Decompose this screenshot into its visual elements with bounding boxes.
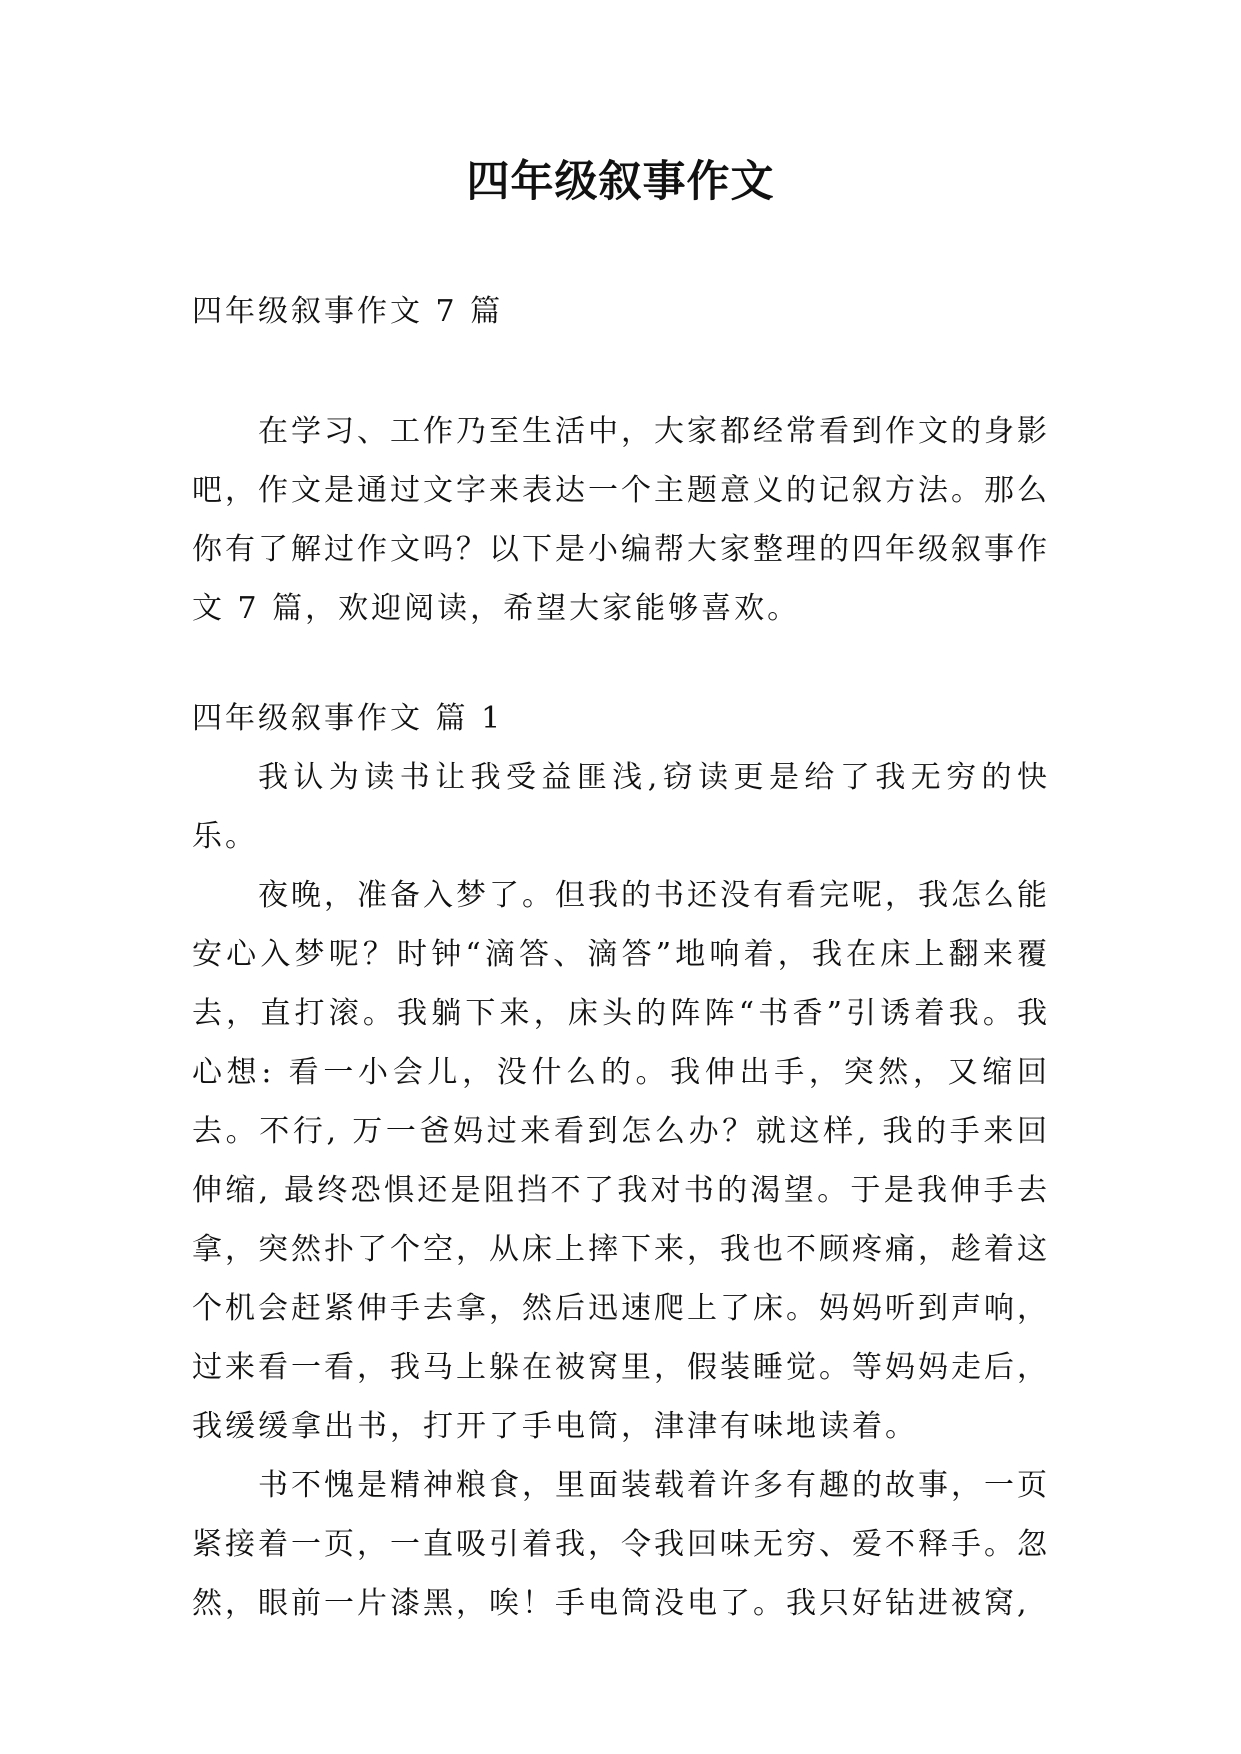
section-body [192,748,1050,1633]
document-title: 四年级叙事作文 [466,157,775,207]
intro-block [192,402,1050,638]
body-paragraph: 我认为读书让我受益匪浅,窃读更是给了我无穷的快乐。 [192,760,1050,854]
intro-paragraph: 在学习、工作乃至生活中，大家都经常看到作文的身影吧，作文是通过文字来表达一个主题意义的记叙方法。那么你有了解过作文吗？以下是小编帮大家整理的四年级叙事作文 7 篇，欢迎阅读，希望大家能够喜欢。 [192,414,1050,626]
document-subtitle: 四年级叙事作文 7 篇 [192,294,504,329]
body-paragraph: 书不愧是精神粮食，里面装载着许多有趣的故事，一页紧接着一页，一直吸引着我，令我回味无穷、爱不释手。忽然，眼前一片漆黑，唉！手电筒没电了。我只好钻进被窝, [192,1468,1050,1621]
body-paragraph: 夜晚，准备入梦了。但我的书还没有看完呢，我怎么能安心入梦呢？时钟“滴答、滴答”地响着，我在床上翻来覆去，直打滚。我躺下来，床头的阵阵“书香”引诱着我。我心想: 看一小会儿，没什么的。我伸出手，突然，又缩回去。不行, 万一爸妈过来看到怎么办？就这样, 我的手来回伸缩, 最终恐惧还是阻挡不了我对书的渴望。于是我伸手去拿，突然扑了个空，从床上摔下来，我也不顾疼痛，趁着这个机会赶紧伸手去拿，然后迅速爬上了床。妈妈听到声响，过来看一看，我马上躲在被窝里，假装睡觉。等妈妈走后，我缓缓拿出书，打开了手电筒，津津有味地读着。 [192,878,1050,1444]
section-heading: 四年级叙事作文 篇 1 [192,701,504,736]
